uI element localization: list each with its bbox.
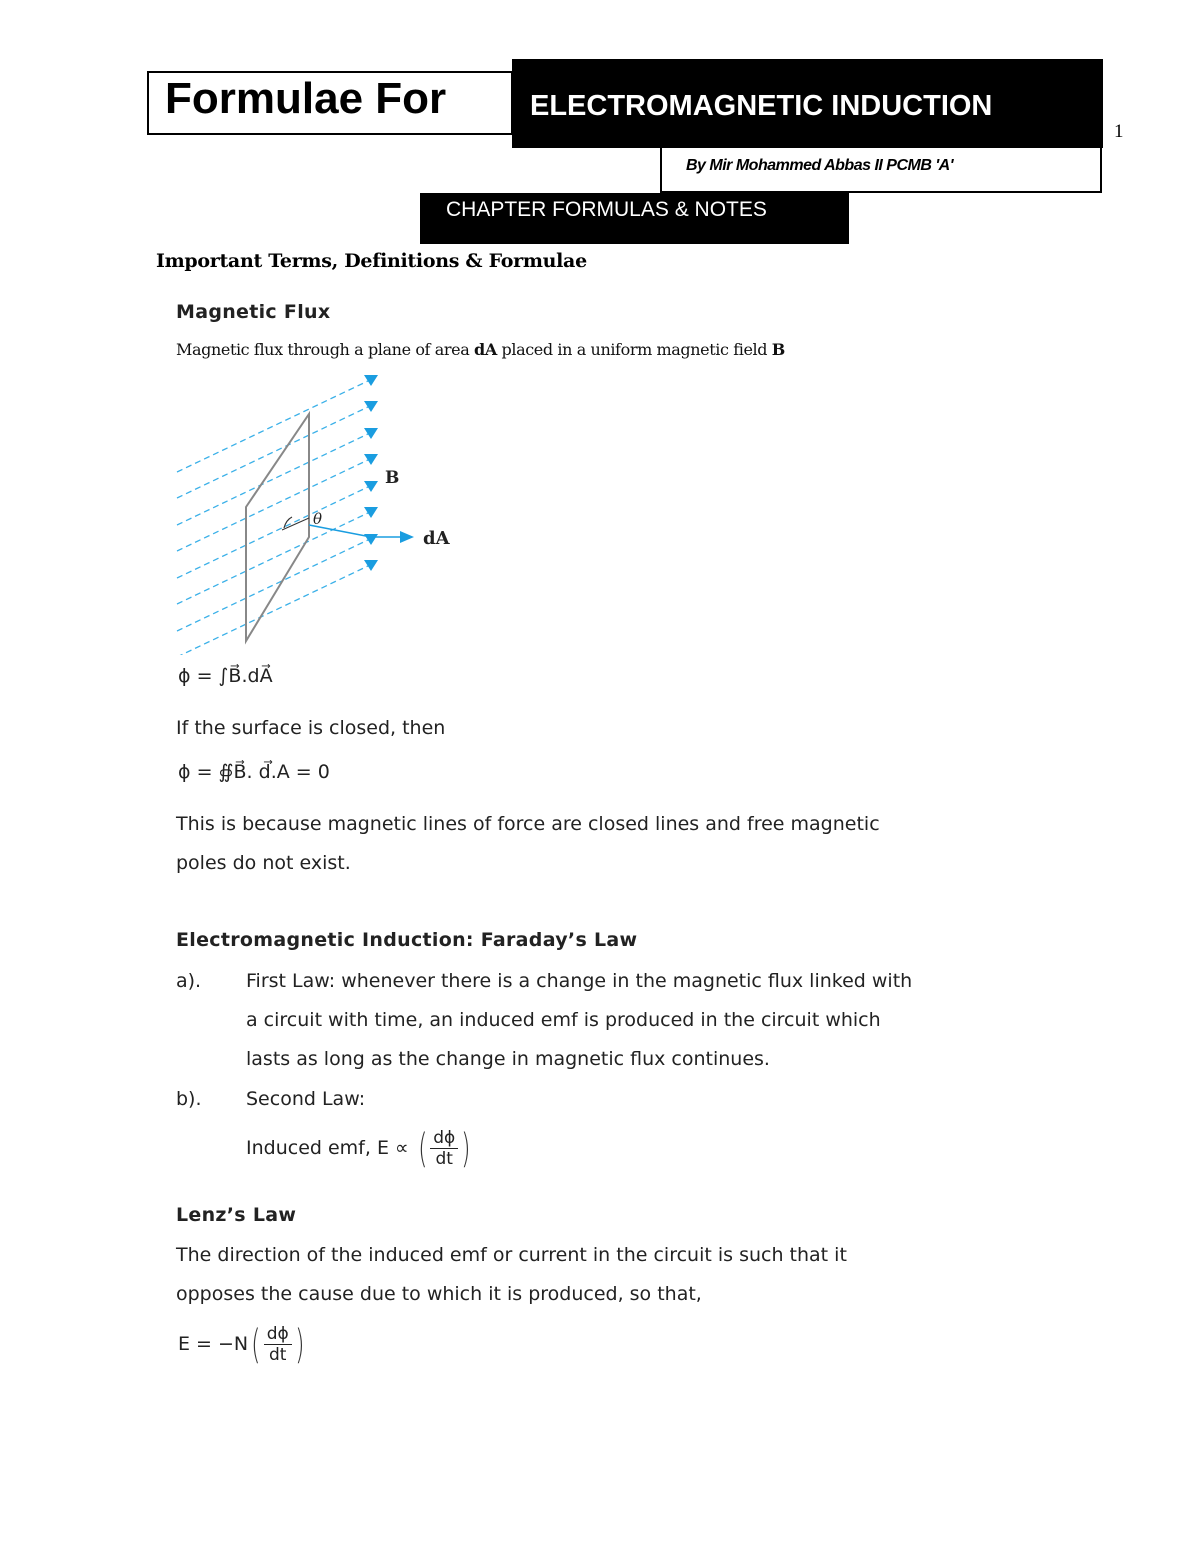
lenz-fraction	[264, 1324, 292, 1365]
first-law-label: a).	[176, 970, 202, 992]
emf-fraction	[430, 1128, 458, 1169]
lenz-heading: Lenz’s Law	[176, 1204, 297, 1226]
lenz-prefix: E = −N	[178, 1333, 249, 1355]
right-paren: )	[294, 1321, 305, 1368]
frac-denominator: dt	[269, 1345, 287, 1365]
closed-surface-intro: If the surface is closed, then	[176, 717, 446, 739]
first-law-line-2: a circuit with time, an induced emf is produced in the circuit which	[246, 1009, 881, 1031]
magnetic-flux-heading: Magnetic Flux	[176, 301, 331, 323]
caption-text: Magnetic flux through a plane of area	[176, 340, 475, 359]
left-paren: (	[417, 1125, 428, 1172]
lenz-line-2: opposes the cause due to which it is produced, so that,	[176, 1283, 702, 1305]
emf-prefix: Induced emf, E ∝	[246, 1137, 409, 1159]
first-law-line-3: lasts as long as the change in magnetic flux continues.	[246, 1048, 770, 1070]
label-da: dA	[423, 528, 450, 549]
magnetic-flux-figure	[170, 370, 470, 655]
author-line: By Mir Mohammed Abbas II PCMB 'A'	[686, 157, 953, 174]
induced-emf-formula	[246, 1125, 474, 1172]
lenz-formula	[178, 1321, 307, 1368]
page-number: 1	[1114, 121, 1124, 142]
field-lines	[177, 380, 370, 655]
da-arrowhead	[400, 531, 414, 543]
flux-formula-open: ϕ = ∫B⃗.dA⃗	[178, 665, 273, 687]
caption-text-mid: placed in a uniform magnetic field	[496, 340, 772, 359]
flux-caption	[176, 340, 785, 359]
chapter-banner: CHAPTER FORMULAS & NOTES	[446, 198, 767, 221]
frac-numerator: dϕ	[264, 1324, 292, 1345]
subject-title: ELECTROMAGNETIC INDUCTION	[530, 90, 993, 122]
area-plane	[246, 414, 309, 641]
flux-formula-closed: ϕ = ∯B⃗. d⃗.A = 0	[178, 761, 330, 783]
title-prefix: Formulae For	[165, 74, 447, 123]
label-b: B	[385, 468, 400, 488]
second-law-text: Second Law:	[246, 1088, 366, 1110]
label-theta: θ	[313, 510, 323, 528]
section-title: Important Terms, Definitions & Formulae	[156, 250, 587, 272]
flux-explanation-1: This is because magnetic lines of force are closed lines and free magnetic	[176, 813, 880, 835]
left-paren: (	[251, 1321, 261, 1368]
caption-da: dA	[474, 340, 497, 359]
frac-denominator: dt	[435, 1149, 453, 1169]
faraday-heading: Electromagnetic Induction: Faraday’s Law	[176, 929, 638, 951]
field-arrowheads	[364, 375, 378, 571]
frac-numerator: dϕ	[430, 1128, 458, 1149]
right-paren: )	[461, 1125, 471, 1172]
caption-b: B	[771, 340, 785, 359]
flux-explanation-2: poles do not exist.	[176, 852, 351, 874]
second-law-label: b).	[176, 1088, 202, 1110]
lenz-line-1: The direction of the induced emf or current in the circuit is such that it	[176, 1244, 847, 1266]
first-law-line-1: First Law: whenever there is a change in the magnetic flux linked with	[246, 970, 913, 992]
